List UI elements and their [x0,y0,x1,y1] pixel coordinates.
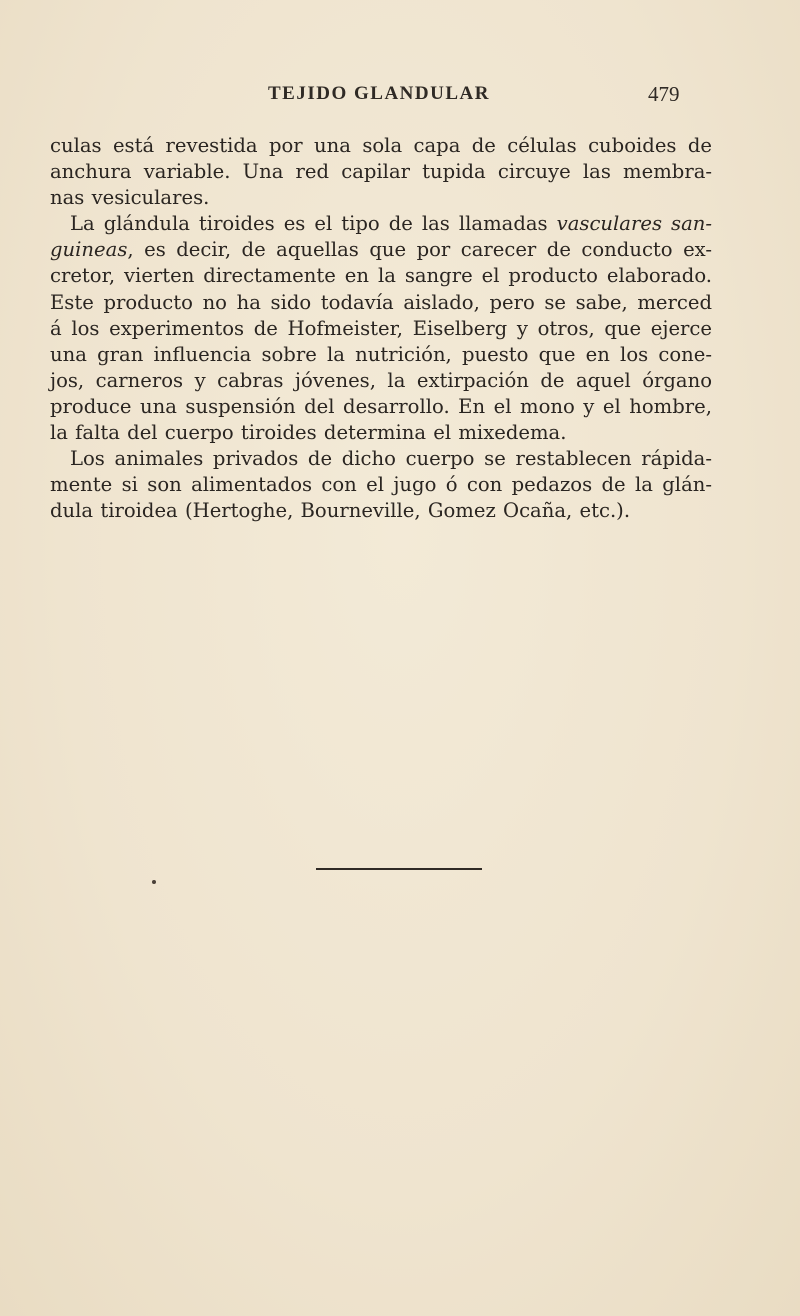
running-head [0,83,800,107]
text-line [50,211,712,237]
text-line: mente si son alimentados con el jugo ó con pedazos de la glán- [50,473,712,497]
text-line: dula tiroidea (Hertoghe, Bourneville, Gomez Ocaña, etc.). [50,499,631,523]
text-line: cretor, vierten directamente en la sangre el producto elaborado. [50,264,712,288]
text-line: jos, carneros y cabras jóvenes, la extirpación de aquel órgano [50,368,712,392]
text-fragment: La glándula tiroides es el tipo de las llamadas [70,212,548,236]
page-number: 479 [648,82,680,106]
text-line: produce una suspensión del desarrollo. En el mono y el hombre, [50,394,712,418]
text-line: á los experimentos de Hofmeister, Eiselberg y otros, que ejerce [50,316,712,340]
text-line: culas está revestida por una sola capa de células cuboides de [50,134,712,157]
italic-term: vasculares san- [556,212,712,236]
text-line: nas vesiculares. [50,186,210,210]
running-title: TEJIDO GLANDULAR [268,83,490,104]
text-fragment: , es decir, de aquellas que por carecer de conducto ex- [127,238,712,262]
text-line: una gran influencia sobre la nutrición, puesto que en los cone- [50,342,712,366]
text-line: la falta del cuerpo tiroides determina el mixedema. [50,421,567,445]
italic-term: guineas [50,238,128,262]
body-text [50,133,712,524]
ink-speck [152,880,156,884]
text-line [50,237,712,263]
text-line: anchura variable. Una red capilar tupida circuye las membra- [50,160,712,184]
text-line: Este producto no ha sido todavía aislado, pero se sabe, merced [50,290,712,314]
end-rule [316,868,482,870]
text-line: Los animales privados de dicho cuerpo se restablecen rápida- [70,447,712,471]
